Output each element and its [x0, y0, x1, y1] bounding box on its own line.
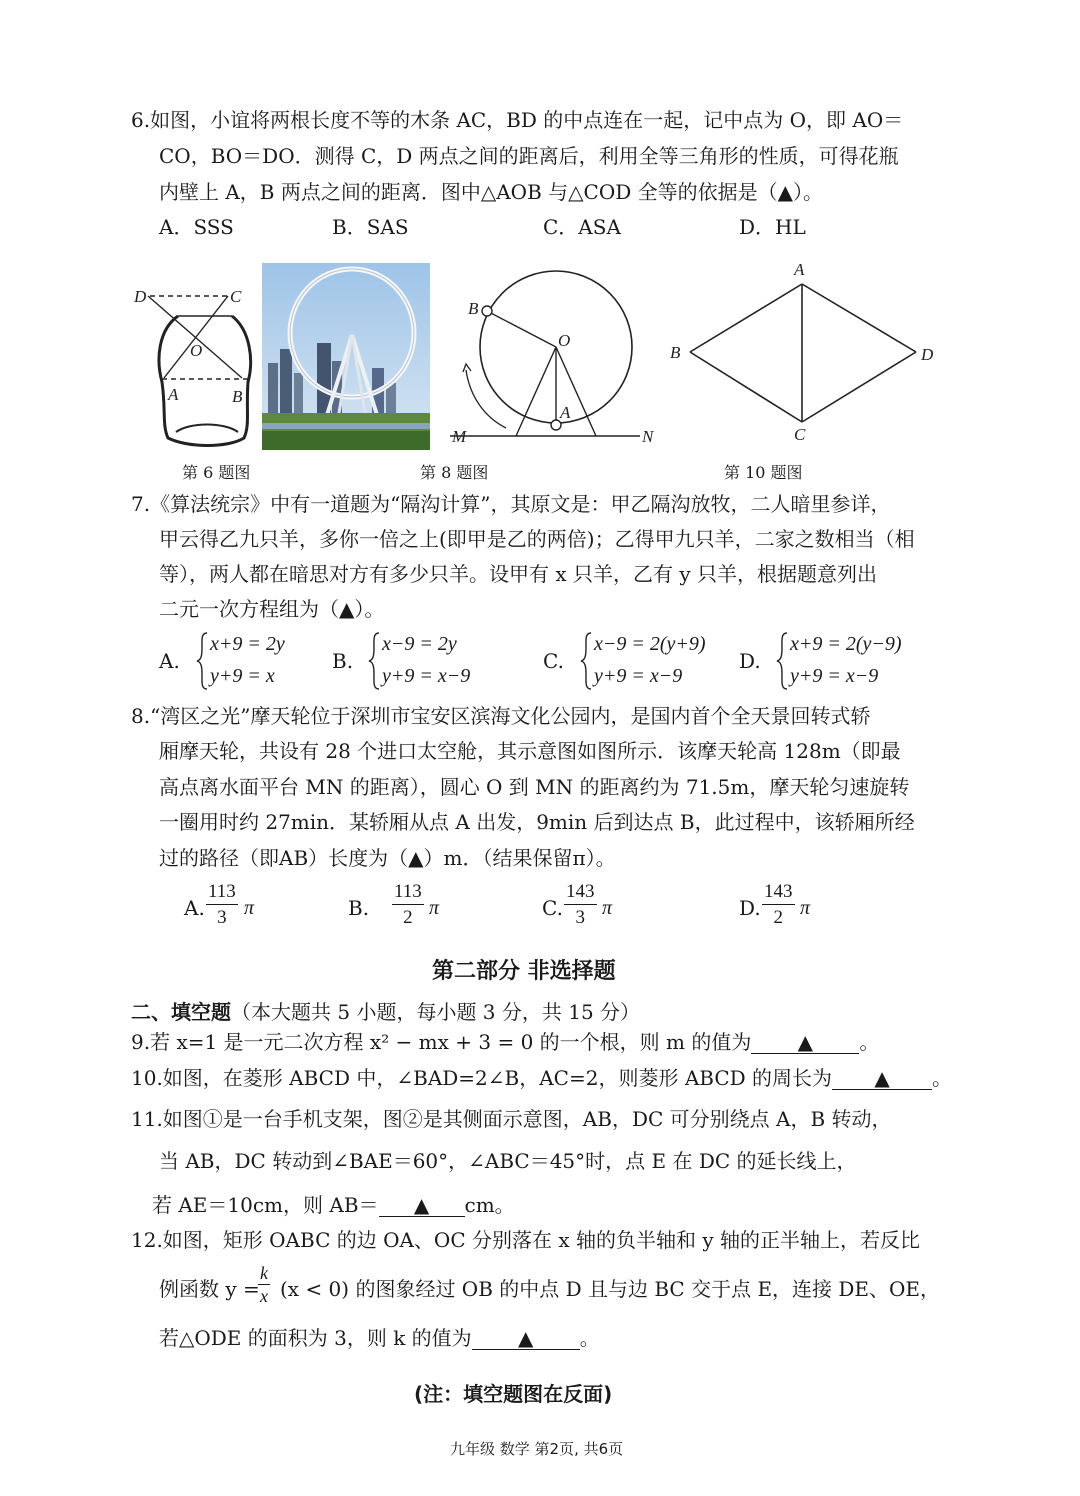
- rhombus-label-c: C: [794, 425, 806, 444]
- q6-option-c: C．ASA: [543, 215, 621, 239]
- q12-frac-den: x: [260, 1286, 268, 1306]
- vase-label-b: B: [232, 387, 243, 406]
- vase-label-c: C: [230, 287, 242, 306]
- q12-line3: [159, 1324, 600, 1352]
- q11-end: cm。: [464, 1193, 515, 1217]
- q7-label-d: D.: [739, 649, 761, 673]
- vase-label-a: A: [168, 385, 179, 404]
- q8-label-c: C.: [542, 896, 563, 920]
- q6-option-b: B．SAS: [332, 215, 409, 239]
- rhombus-figure: [666, 258, 946, 448]
- q7-line4: 二元一次方程组为（▲）。: [159, 597, 385, 621]
- q7-brace-a: [196, 632, 208, 690]
- q8-pi-b: π: [429, 897, 440, 919]
- caption-figure-8: 第 8 题图: [420, 463, 489, 482]
- q6-line1: 6.如图，小谊将两根长度不等的木条 AC，BD 的中点连在一起，记中点为 O，即 AO＝: [131, 108, 904, 132]
- q6-option-a: A．SSS: [159, 215, 234, 239]
- q8-denominator-b: 2: [403, 907, 413, 928]
- caption-figure-6: 第 6 题图: [182, 463, 251, 482]
- q7-system-d-eq2: y+9 = x−9: [790, 665, 879, 687]
- q11-line3: [152, 1191, 515, 1219]
- q7-line2: 甲云得乙九只羊，多你一倍之上(即甲是乙的两倍)；乙得甲九只羊，二家之数相当（相: [159, 527, 915, 551]
- q8-fraction-c: [564, 880, 597, 931]
- q8-numerator-a: 113: [206, 880, 238, 905]
- page-footer: 九年级 数学 第2页, 共6页: [450, 1440, 624, 1458]
- figure-note: (注：填空题图在反面): [414, 1382, 613, 1406]
- wheel-label-a: A: [560, 403, 571, 422]
- q8-fraction-d: [762, 880, 795, 931]
- q8-fraction-b: [392, 880, 424, 931]
- rhombus-label-b: B: [670, 343, 681, 362]
- q8-pi-d: π: [800, 897, 811, 919]
- q8-label-b: B.: [348, 896, 370, 920]
- q9-text: 9.若 x=1 是一元二次方程 x² − mx + 3 = 0 的一个根，则 m 的值为: [131, 1030, 752, 1054]
- ferris-wheel-photo: [262, 263, 430, 450]
- part2-title: 第二部分 非选择题: [432, 959, 616, 984]
- q6-option-d: D．HL: [739, 215, 806, 239]
- q8-numerator-d: 143: [762, 880, 795, 905]
- q8-denominator-c: 3: [575, 907, 585, 928]
- q11-line1: 11.如图①是一台手机支架，图②是其侧面示意图，AB，DC 可分别绕点 A，B 转动，: [131, 1107, 892, 1131]
- q7-line1: 7.《算法统宗》中有一道题为“隔沟计算”，其原文是：甲乙隔沟放牧，二人暗里参详，: [131, 492, 891, 516]
- q12-line1: 12.如图，矩形 OABC 的边 OA、OC 分别落在 x 轴的负半轴和 y 轴的正半轴上，若反比: [131, 1228, 920, 1252]
- q8-line2: 厢摩天轮，共设有 28 个进口太空舱，其示意图如图所示．该摩天轮高 128m（即最: [159, 739, 901, 763]
- q6-line2: CO，BO＝DO．测得 C，D 两点之间的距离后，利用全等三角形的性质，可得花瓶: [159, 144, 899, 168]
- q7-brace-b: [368, 632, 380, 690]
- q7-brace-d: [776, 632, 788, 690]
- q12-frac-num: k: [260, 1263, 268, 1283]
- q12-line2-end: (x < 0) 的图象经过 OB 的中点 D 且与边 BC 交于点 E，连接 DE、OE，: [280, 1277, 941, 1301]
- wheel-label-b: B: [468, 299, 479, 318]
- q6-line3: 内壁上 A，B 两点之间的距离．图中△AOB 与△COD 全等的依据是（▲）。: [159, 180, 823, 204]
- q12-end: 。: [579, 1326, 600, 1350]
- q10-blank[interactable]: ▲: [832, 1067, 932, 1090]
- q9-blank[interactable]: ▲: [751, 1031, 859, 1054]
- q7-system-d-eq1: x+9 = 2(y−9): [790, 633, 902, 655]
- q8-line3: 高点离水面平台 MN 的距离），圆心 O 到 MN 的距离约为 71.5m，摩天轮匀速旋转: [159, 775, 910, 799]
- q12-fraction: [258, 1262, 270, 1307]
- wheel-schematic: [448, 260, 658, 450]
- q8-fraction-a: [206, 880, 238, 931]
- vase-label-d: D: [134, 287, 147, 306]
- q8-numerator-c: 143: [564, 880, 597, 905]
- q8-pi-a: π: [244, 897, 255, 919]
- q12-line2-start: 例函数 y =: [159, 1277, 260, 1301]
- q10-text: 10.如图，在菱形 ABCD 中，∠BAD=2∠B，AC=2，则菱形 ABCD 的周长为: [131, 1066, 833, 1090]
- q10-line: [131, 1064, 952, 1092]
- vase-label-o: O: [190, 341, 203, 360]
- q8-line4: 一圈用时约 27min．某轿厢从点 A 出发，9min 后到达点 B，此过程中，该轿厢所经: [159, 810, 915, 834]
- vase-figure: [128, 280, 258, 450]
- q7-system-c-eq1: x−9 = 2(y+9): [594, 633, 706, 655]
- q9-line: [131, 1028, 879, 1056]
- q7-system-b-eq2: y+9 = x−9: [382, 665, 471, 687]
- q11-blank[interactable]: ▲: [379, 1194, 465, 1217]
- q8-label-d: D.: [739, 896, 761, 920]
- rhombus-label-d: D: [921, 345, 934, 364]
- rhombus-label-a: A: [794, 260, 805, 279]
- q8-line5: 过的路径（即AB）长度为（▲）m．（结果保留π）。: [159, 846, 616, 870]
- q7-label-c: C.: [543, 649, 564, 673]
- q7-system-a-eq2: y+9 = x: [210, 665, 275, 687]
- q8-pi-c: π: [602, 897, 613, 919]
- q11-text: 若 AE＝10cm，则 AB＝: [152, 1193, 379, 1217]
- q7-label-b: B.: [332, 649, 354, 673]
- q7-label-a: A.: [159, 649, 180, 673]
- q12-blank[interactable]: ▲: [472, 1327, 580, 1350]
- q7-system-c-eq2: y+9 = x−9: [594, 665, 683, 687]
- q8-label-a: A.: [184, 896, 205, 920]
- section-note: （本大题共 5 小题，每小题 3 分，共 15 分）: [231, 1000, 641, 1024]
- q8-line1: 8.“湾区之光”摩天轮位于深圳市宝安区滨海文化公园内，是国内首个全天景回转式轿: [131, 704, 871, 728]
- q7-brace-c: [580, 632, 592, 690]
- q8-denominator-a: 3: [217, 907, 227, 928]
- q7-system-a-eq1: x+9 = 2y: [210, 633, 285, 655]
- q8-denominator-d: 2: [773, 907, 783, 928]
- q10-end: 。: [932, 1066, 953, 1090]
- q9-end: 。: [859, 1030, 880, 1054]
- wheel-label-o: O: [558, 331, 571, 350]
- section-label: 二、填空题: [131, 1000, 231, 1024]
- caption-figure-10: 第 10 题图: [724, 463, 803, 482]
- wheel-label-m: M: [452, 427, 467, 446]
- section-header: [131, 998, 640, 1026]
- q12-text: 若△ODE 的面积为 3，则 k 的值为: [159, 1326, 472, 1350]
- q7-system-b-eq1: x−9 = 2y: [382, 633, 457, 655]
- q8-numerator-b: 113: [392, 880, 424, 905]
- q11-line2: 当 AB，DC 转动到∠BAE＝60°，∠ABC＝45°时，点 E 在 DC 的延长线上，: [159, 1149, 857, 1173]
- wheel-label-n: N: [642, 427, 654, 446]
- q7-line3: 等），两人都在暗思对方有多少只羊。设甲有 x 只羊，乙有 y 只羊，根据题意列出: [159, 562, 878, 586]
